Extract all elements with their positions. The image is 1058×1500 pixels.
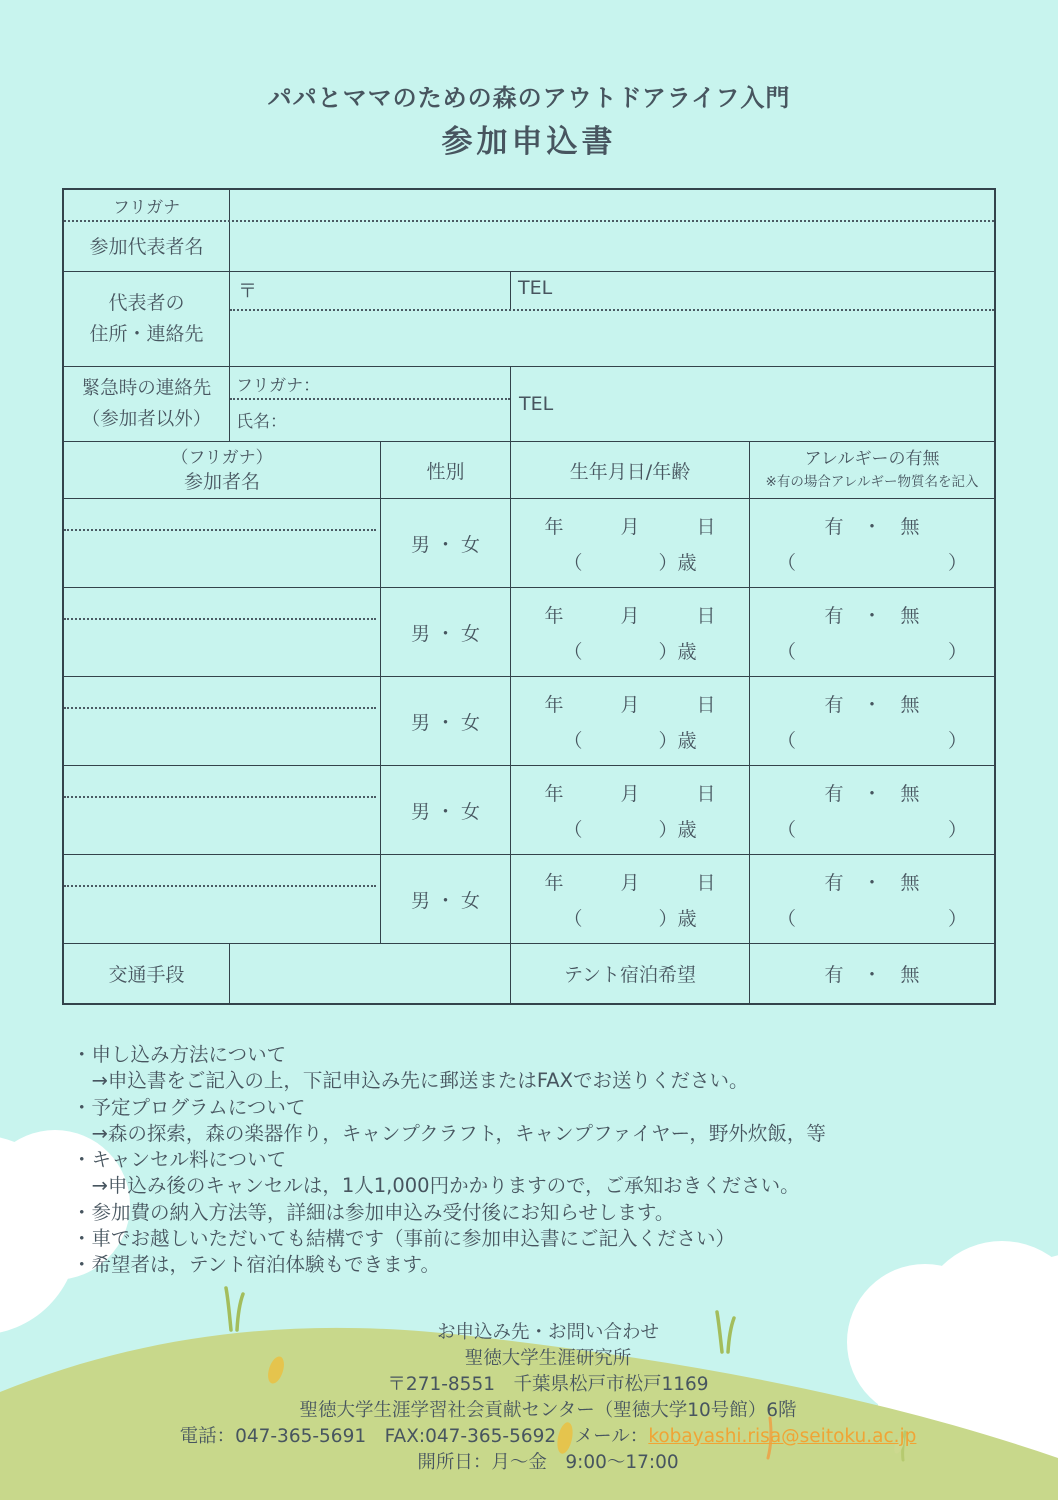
dotted-rule [230,309,994,311]
address-label-cell [64,272,230,366]
allergy-parens: （ ） [776,640,967,663]
note-line: ・予定プログラムについて [72,1095,306,1119]
representative-name-label: 参加代表者名 [89,236,204,258]
contact-footer [38,1320,1058,1476]
dotted-rule [64,220,994,222]
birthdate-field [511,677,750,765]
phone-fax-mail: 電話：047-365-5691 FAX:047-365-5692 メール： [179,1426,649,1447]
dotted-rule [64,707,376,709]
emergency-label-cell [64,367,230,441]
notes-section [72,1042,826,1279]
note-line: ・車でお越しいただいても結構です（事前に参加申込書にご記入ください） [72,1227,736,1251]
representative-row [64,190,994,272]
event-title: パパとママのための森のアウトドアライフ入門 [267,84,791,112]
dotted-rule [64,529,376,531]
email-link[interactable]: kobayashi.risa@seitoku.ac.jp [648,1426,917,1447]
dotted-rule [64,618,376,620]
birthdate-field [511,766,750,854]
gender-options [381,677,511,765]
gender-options-label: 男 ・ 女 [410,622,481,645]
transport-label: 交通手段 [108,964,185,986]
allergy-header [750,442,994,498]
participant-row [64,588,994,677]
note-line: →森の探索，森の楽器作り，キャンプクラフト，キャンプファイヤー，野外炊飯，等 [72,1121,826,1145]
tent-label-cell [511,944,750,1003]
note-line: ・参加費の納入方法等，詳細は参加申込み受付後にお知らせします。 [72,1200,675,1224]
note-line: →申込み後のキャンセルは，1人1,000円かかりますので，ご承知おきください。 [72,1174,800,1198]
emergency-furigana-label: フリガナ： [236,376,321,396]
participant-name-field [64,766,381,854]
organization-address: 〒271-8551 千葉県松戸市松戸1169 [387,1374,709,1395]
allergy-field [750,855,994,943]
allergy-parens: （ ） [776,818,967,841]
age-parens: （ ）歳 [563,551,697,574]
allergy-options: 有 ・ 無 [824,693,920,716]
participant-row [64,855,994,944]
age-parens: （ ）歳 [563,729,697,752]
gender-options-label: 男 ・ 女 [410,889,481,912]
birthdate-units: 年 月 日 [544,871,716,894]
allergy-field [750,588,994,676]
participant-name-field [64,677,381,765]
gender-options [381,766,511,854]
allergy-parens: （ ） [776,551,967,574]
gender-options-label: 男 ・ 女 [410,533,481,556]
representative-name-field [230,190,994,271]
participant-row [64,677,994,766]
note-line: ・申し込み方法について [72,1043,287,1066]
tel-label: TEL [519,393,554,415]
gender-options-label: 男 ・ 女 [410,711,481,734]
participant-name-field [64,499,381,587]
emergency-label-line1: 緊急時の連絡先 [81,378,212,399]
emergency-name-field [230,367,511,441]
transport-row [64,944,994,1003]
tel-divider-line [510,272,511,309]
tel-label: TEL [518,277,553,299]
allergy-parens: （ ） [776,907,967,930]
dotted-rule [64,796,376,798]
allergy-options: 有 ・ 無 [824,871,920,894]
note-line: →申込書をご記入の上，下記申込み先に郵送またはFAXでお送りください。 [72,1069,749,1093]
birthdate-units: 年 月 日 [544,693,716,716]
gender-header [381,442,511,498]
page-title [0,78,1058,161]
address-label-line2: 住所・連絡先 [89,323,204,345]
birthdate-units: 年 月 日 [544,604,716,627]
tent-options: 有 ・ 無 [824,964,920,986]
birthdate-header-label: 生年月日/年齢 [569,460,691,483]
birthdate-units: 年 月 日 [544,515,716,538]
transport-label-cell [64,944,230,1003]
allergy-parens: （ ） [776,729,967,752]
contact-line [38,1424,1058,1450]
emergency-name-label: 氏名： [236,412,287,432]
gender-options [381,855,511,943]
allergy-options: 有 ・ 無 [824,604,920,627]
participants-header-row [64,442,994,499]
gender-options [381,499,511,587]
postal-mark: 〒 [238,280,258,302]
age-parens: （ ）歳 [563,818,697,841]
organization-name: 聖徳大学生涯研究所 [464,1348,632,1369]
birthdate-field [511,855,750,943]
tent-request-label: テント宿泊希望 [563,964,697,986]
age-parens: （ ）歳 [563,907,697,930]
participant-furigana-header: （フリガナ） [171,447,273,468]
note-line: ・希望者は，テント宿泊体験もできます。 [72,1253,440,1277]
allergy-field [750,677,994,765]
organization-building: 聖徳大学生涯学習社会貢献センター（聖徳大学10号館）6階 [299,1400,797,1421]
allergy-options: 有 ・ 無 [824,515,920,538]
allergy-header-label: アレルギーの有無 [804,449,940,469]
transport-field [230,944,511,1003]
dotted-rule [230,398,510,400]
allergy-options: 有 ・ 無 [824,782,920,805]
note-line: ・キャンセル料について [72,1148,287,1172]
participant-row [64,766,994,855]
furigana-label: フリガナ [112,197,181,218]
gender-options-label: 男 ・ 女 [410,800,481,823]
office-hours: 開所日：月～金 9:00～17:00 [417,1452,679,1473]
contact-heading: お申込み先・お問い合わせ [436,1322,659,1343]
birthdate-units: 年 月 日 [544,782,716,805]
emergency-label-line2: （参加者以外） [81,409,212,430]
allergy-field [750,499,994,587]
participant-name-field [64,855,381,943]
participant-name-header-label: 参加者名 [183,470,260,493]
dotted-rule [64,885,376,887]
participant-name-header [64,442,381,498]
address-field [230,272,994,366]
representative-label-cell [64,190,230,271]
allergy-header-note: ※有の場合アレルギー物質名を記入 [765,474,979,490]
emergency-contact-row [64,367,994,442]
gender-header-label: 性別 [426,460,465,483]
form-title: 参加申込書 [441,124,617,160]
participant-row [64,499,994,588]
address-row [64,272,994,367]
emergency-tel-field [511,367,994,441]
gender-options [381,588,511,676]
participant-name-field [64,588,381,676]
birthdate-field [511,499,750,587]
allergy-field [750,766,994,854]
birthdate-field [511,588,750,676]
application-form-table [62,188,996,1005]
tent-options-cell [750,944,994,1003]
address-label-line1: 代表者の [108,292,185,314]
age-parens: （ ）歳 [563,640,697,663]
birthdate-header [511,442,750,498]
